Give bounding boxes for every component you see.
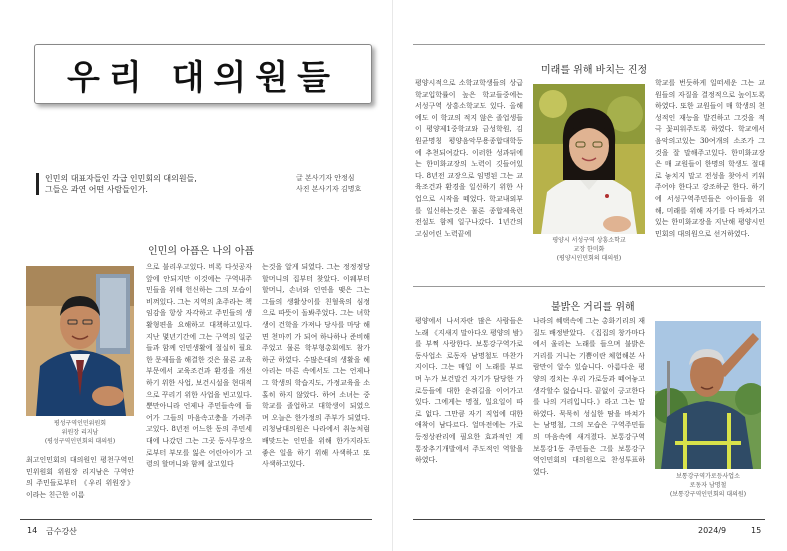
right-page [393,0,787,551]
col7-text: 나라의 혜택속에 그는 총화기리의 재질도 배정받았다. 《집집의 창가마다에서 울리는 노래를 들으며 불밝은 거리를 거니는 기쁨이란 체험해본 사람만이 알수 있습니다. 아름다운 평양의 경치는 우리 가로등과 떼여놓고 생각할수 없습니다. 끝없이 긍고한다를 나의 거리입니다.》라고 그는 말하였다. 묵묵히 성실한 땀을 바쳐가는 남명철, 그의 모습은 구역주민들의 마음속에 새겨졌다. 보통강구역 보통강1동 주민들은 그를 보통강구역인민회의 대의원으로 찬성투표하였다. [533,317,645,476]
section3-rule [413,286,765,287]
byline-photographer: 사진 본사기자 김명호 [296,185,362,193]
section3-title: 불밝은 거리를 위해 [551,302,635,313]
col1-text: 최고인민회의 대의원인 평천구역인민위원회 위원장 리지남은 구역안의 주민들로부터 《우리 위원장》이라는 친근한 이름 [26,456,134,499]
left-page-number: 14 [27,526,38,535]
col6-text: 평양에서 나서자란 많은 사람들은 노래 《지새지 말아다오 평양의 밤》를 부쩍 사랑한다. 보통강구역가로동사업소 로동자 남명철도 마찬가지이다. 그는 매일 이 노래를 부르며 누가 보건말건 자기가 담당한 가로등들에 대한 운쥐길을 이어가고있다. 그에게는 명절, 일요일이 따로 없다. 그만큼 자기 직업에 대한 애착이 남다르다. 얼마전에는 가로등정상관리에 필요한 효과적인 계통장추기개발에서 주도적인 역할을 하였다. [415,317,523,465]
intro-lead [36,173,266,195]
photo2-caption-line-3: (평양시인민회의 대의원) [556,255,622,262]
photo3-caption-line-1: 보통강구역가로등사업소 [676,473,740,480]
byline-writer: 글 본사기자 안정심 [296,174,355,182]
section2-rule [413,44,765,45]
bylines [296,173,361,195]
issue-date: 2024/9 [698,526,727,535]
footer-rule-left [20,519,372,520]
footer-rule-right [413,519,765,520]
left-magazine-name: 금수강산 [46,527,77,536]
photo3-caption-line-2: 로동자 남명철 [689,482,727,489]
intro-line-2: 그들은 과연 어떤 사람들인가. [45,185,148,194]
col5-text: 학교를 번듯하게 일떠세운 그는 교원들의 자질을 결정적으로 높이도록 하였다. 또한 교원들이 매 학생의 천성적인 재능을 발견하고 그것을 적극 꽃피워주도록 하였다. 학교에서 음악의고있는 30여개의 소조가 그것을 잘 말해주고있다. 한미화교장은 매 교원들이 한명의 학생도 절대로 놓치지 말고 전성을 찾아서 키워주어야 한다고 강조하군 한다. 하기에 서성구역주민들은 아이들을 위해, 미래를 위해 자기를 다 바쳐가고있는 한미화교장을 지난해 평양시인민회의 대의원으로 선거하였다. [655,79,765,238]
col4-text: 평양시적으로 소학교학생들의 상급학교입학률이 높은 학교들중에는 서성구역 상흥소학교도 있다. 올해에도 이 학교의 적지 않은 졸업생들이 평양제1중학교와 금성학원, 김원균명칭 평양음악무용종합대학등에 추천되여갔다. 이러한 성과뒤에는 한미화교장의 노력이 깃들어있다. 8년전 교장으로 임명된 그는 교육조건과 환경을 일신하기 위한 사업으로 시작을 떼었다. 학교내외부를 일신하는것은 물론 종합제육런전설도 함께 일구나갔다. 1년간의 고심어린 노력끝에 [415,79,523,238]
col2-text: 으로 불리우고있다. 비록 다섯공자앞에 안되지만 이것에는 구역내주민들을 위해 헌신하는 그의 모습이 비껴있다. 그는 지역의 초주라는 책임감을 항상 자각하고 주민들의 생활형편을 요해하고 대책하고있다. 지난 몇년기간에 그는 구역의 일군들과 함께 인민생활에 절실히 필요한 문제들을 해결한 것은 물론 교육부문에서 교육조건과 환경을 개선하기 위한 사업, 보건시설을 현대적으로 꾸리기 위한 사업을 빈고있다. 뿐만아니라 언제나 주민들속에 들어가 그들의 마음속고충을 가려주고있다. 8년전 어느한 동의 주민세대에 나갔던 그는 그곳 동사무장으로부터 부모를 잃은 어린아이가 고령의 할머니와 함께 살고있다 [146,263,252,469]
photo-han-mi-hwa [533,84,645,234]
photo1-caption-line-1: 평성구역인민위원회 [53,420,107,427]
title-box [34,44,372,104]
right-page-number: 15 [751,526,762,535]
photo2-caption [533,236,645,263]
section1-title: 인민의 아픔은 나의 아픔 [148,246,255,257]
photo1-caption-line-3: (평성구역인민회의 대의원) [44,438,116,445]
photo3-caption-line-3: (보통강구역인민회의 대의원) [669,491,747,498]
left-page [0,0,393,551]
intro-line-1: 인민의 대표자들인 각급 인민회의 대의원들, [45,174,197,183]
photo1-caption [26,419,134,446]
photo1-caption-line-2: 위원장 리지남 [61,429,99,436]
photo-nam-myong-chol [655,321,761,469]
section2-title: 미래를 위해 바치는 진정 [541,65,648,76]
photo3-caption [655,472,761,499]
col3-text: 는것을 알게 되였다. 그는 정정정당 할머니의 집부터 찾았다. 이웨부터 할머니, 손녀와 인연을 맺은 그는 그들의 생활상이를 친혈육의 심정으로 따뜻이 돌봐주었다. 그는 녀학생이 건학을 가져나 당사를 마당 해면 천마끼 가 되여 하나하나 준비해주었고 물론 학부형총회에도 참가하군 하였다. 수많은대의 생활을 헤아리는 마른 속에서도 그는 언제나 그 학생의 학습지도, 가정교육을 소홀히 하지 않았다. 하여 소녀는 중학교를 졸업하고 대학생이 되였으며 오늘은 한가정의 주부가 되였다. 리청남대의원은 나라에서 취농처럼 배맞드는 인민을 위해 한가지라도 좋은 일을 하기 위해 사색하고 또 사색하고있다. [262,263,370,469]
photo2-caption-line-1: 평양시 서성구역 상흥소학교 [552,237,626,244]
photo-ri-ji-nam [26,266,134,416]
photo2-caption-line-2: 교장 한미화 [573,246,605,253]
article-title: 우리 대의원들 [67,57,339,98]
